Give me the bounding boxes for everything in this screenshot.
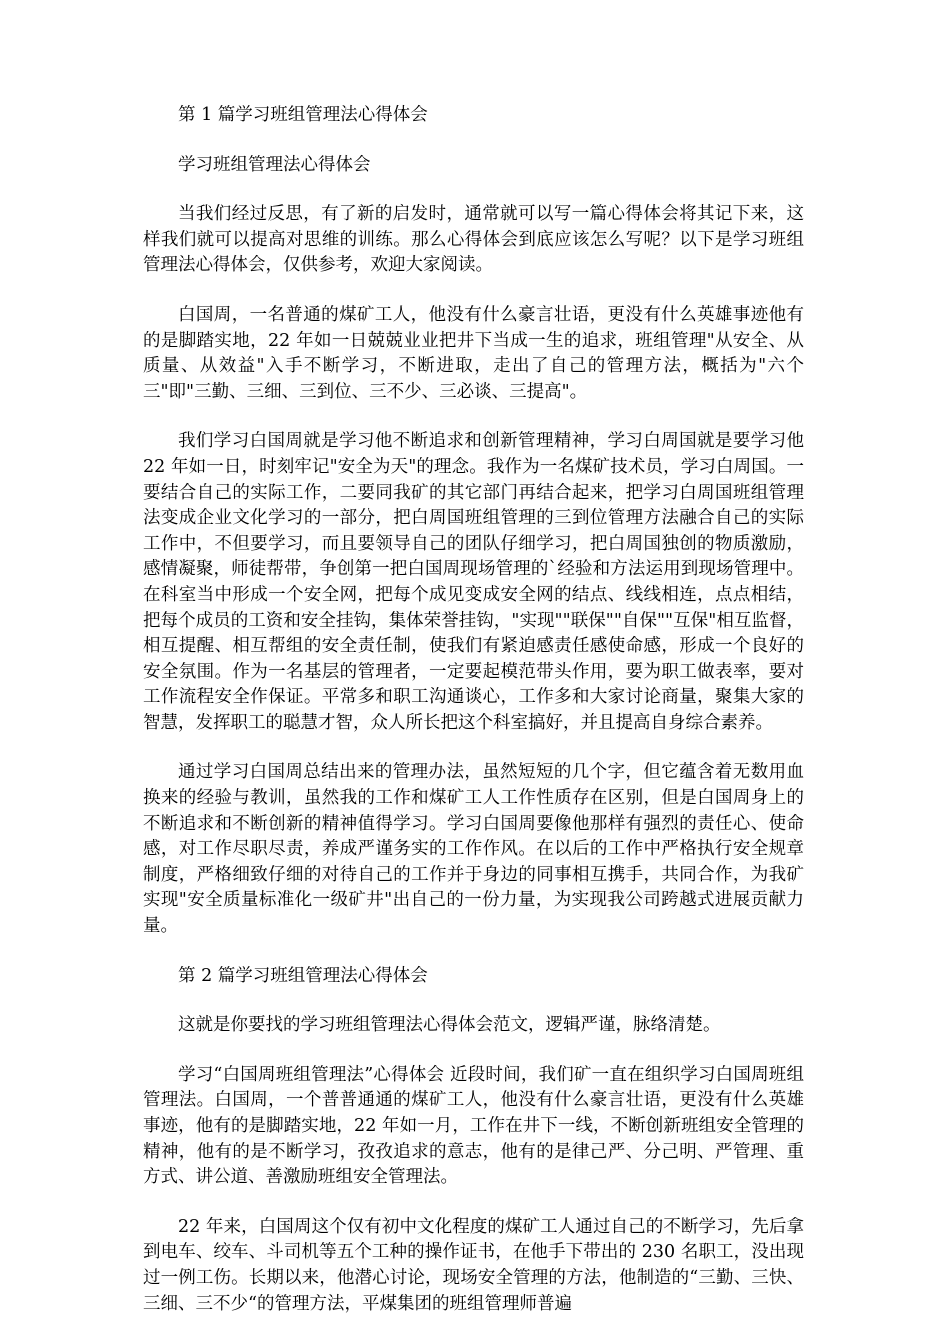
article-1-heading: 第 1 篇学习班组管理法心得体会 xyxy=(178,105,428,125)
paragraph: 22 年来，白国周这个仅有初中文化程度的煤矿工人通过自己的不断学习，先后拿到电车、绞车、斗司机等五个工种的操作证书，在他手下带出的 230 名职工，没出现过一例工伤。长期以来，他潜心讨论，现场安全管理的方法，他制造的“三勤、三快、三细、三不少“的管理方法，平煤集团的班组管理师普遍 xyxy=(143,1216,804,1314)
paragraph: 我们学习白国周就是学习他不断追求和创新管理精神，学习白周国就是要学习他 22 年如一日，时刻牢记"安全为天"的理念。我作为一名煤矿技术员，学习白周国。一要结合自己的实际工作，二要同我矿的其它部门再结合起来，把学习白周国班组管理法变成企业文化学习的一部分，把白周国班组管理的三到位管理方法融合自己的实际工作中，不但要学习，而且要领导自己的团队仔细学习，把白周国独创的物质激励，感情凝聚，师徒帮带，争创第一把白国周现场管理的`经验和方法运用到现场管理中。在科室当中形成一个安全网，把每个成见变成安全网的结点、线线相连，点点相结，把每个成员的工资和安全挂钩，集体荣誉挂钩，"实现""联保""自保""互保"相互监督，相互提醒、相互帮组的安全责任制，使我们有紧迫感责任感使命感，形成一个良好的安全氛围。作为一名基层的管理者，一定要起模范带头作用，要为职工做表率，要对工作流程安全作保证。平常多和职工沟通谈心，工作多和大家讨论商量，聚集大家的智慧，发挥职工的聪慧才智，众人所长把这个科室搞好，并且提高自身综合素养。 xyxy=(143,431,804,733)
document-page xyxy=(143,103,804,1341)
article-2-heading: 第 2 篇学习班组管理法心得体会 xyxy=(178,965,428,986)
article-1-subtitle: 学习班组管理法心得体会 xyxy=(178,154,371,175)
paragraph: 通过学习白国周总结出来的管理办法，虽然短短的几个字，但它蕴含着无数用血换来的经验与教训，虽然我的工作和煤矿工人工作性质存在区别，但是白国周身上的不断追求和不断创新的精神值得学习。学习白国周要像他那样有强烈的责任心、使命感，对工作尽职尽责，养成严谨务实的工作作风。在以后的工作中严格执行安全规章制度，严格细致仔细的对待自己的工作并于身边的同事相互携手，共同合作，为我矿实现"安全质量标准化一级矿井"出自己的一份力量，为实现我公司跨越式进展贡献力量。 xyxy=(143,762,804,937)
paragraph: 当我们经过反思，有了新的启发时，通常就可以写一篇心得体会将其记下来，这样我们就可以提高对思维的训练。那么心得体会到底应该怎么写呢？以下是学习班组管理法心得体会，仅供参考，欢迎大家阅读。 xyxy=(143,204,804,276)
paragraph: 白国周，一名普通的煤矿工人，他没有什么豪言壮语，更没有什么英雄事迹他有的是脚踏实地，22 年如一日兢兢业业把井下当成一生的追求，班组管理"从安全、从质量、从效益"入手不断学习，不断进取，走出了自己的管理方法，概括为"六个三"即"三勤、三细、三到位、三不少、三必谈、三提高"。 xyxy=(143,304,804,402)
paragraph: 学习“白国周班组管理法”心得体会 近段时间，我们矿一直在组织学习白国周班组管理法。白国周，一个普普通通的煤矿工人，他没有什么豪言壮语，更没有什么英雄事迹，他有的是脚踏实地，22 年如一月，工作在井下一线，不断创新班组安全管理的精神，他有的是不断学习，孜孜追求的意志，他有的是律己严、分己明、严管理、重方式、讲公道、善激励班组安全管理法。 xyxy=(143,1064,804,1188)
paragraph: 这就是你要找的学习班组管理法心得体会范文，逻辑严谨，脉络清楚。 xyxy=(178,1015,721,1036)
